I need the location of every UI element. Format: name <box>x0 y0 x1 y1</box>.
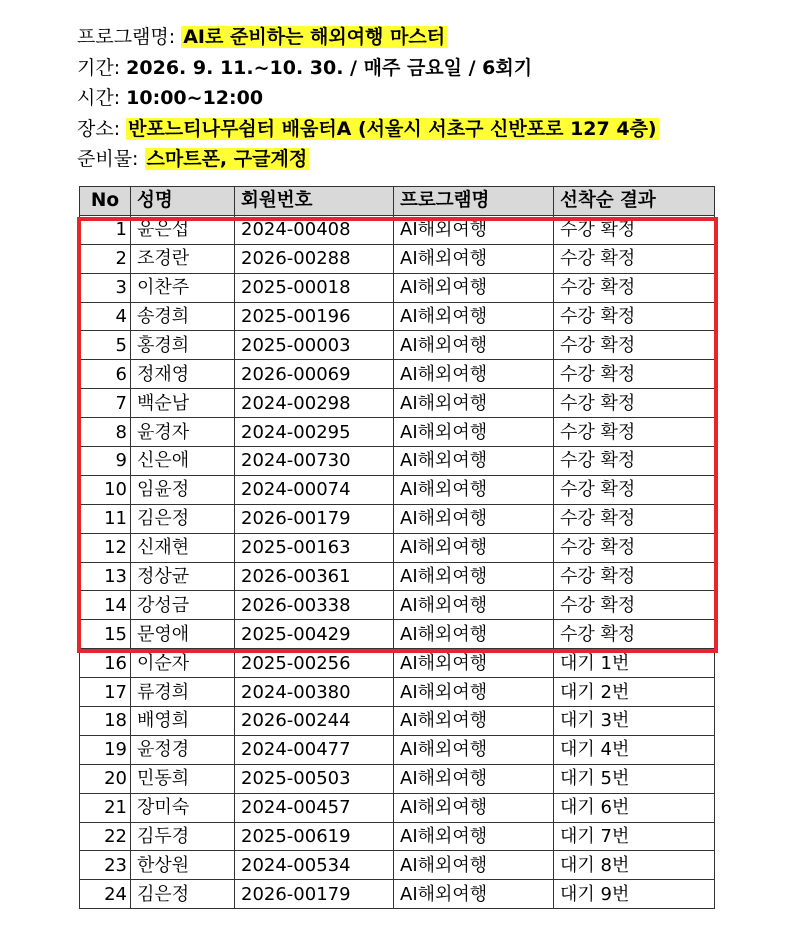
row-member-id: 2026-00288 <box>235 244 394 273</box>
table-row <box>80 504 715 533</box>
row-name: 홍경희 <box>131 331 235 360</box>
row-name: 이찬주 <box>131 273 235 302</box>
header-no: No <box>80 187 131 216</box>
table-row <box>80 360 715 389</box>
table-row <box>80 707 715 736</box>
table-row <box>80 851 715 880</box>
row-member-id: 2025-00503 <box>235 764 394 793</box>
row-member-id: 2026-00069 <box>235 360 394 389</box>
row-no: 24 <box>80 880 131 909</box>
row-result: 대기 5번 <box>554 764 715 793</box>
row-program: AI해외여행 <box>394 389 554 418</box>
row-no: 2 <box>80 244 131 273</box>
table-row <box>80 331 715 360</box>
row-name: 백순남 <box>131 389 235 418</box>
row-name: 김은정 <box>131 504 235 533</box>
table-row <box>80 447 715 476</box>
supplies-line <box>77 144 659 175</box>
header-result: 선착순 결과 <box>554 187 715 216</box>
table-row <box>80 591 715 620</box>
row-result: 수강 확정 <box>554 244 715 273</box>
row-member-id: 2024-00534 <box>235 851 394 880</box>
row-member-id: 2026-00244 <box>235 707 394 736</box>
period-line <box>77 53 659 84</box>
row-result: 대기 6번 <box>554 793 715 822</box>
table-row <box>80 822 715 851</box>
row-result: 수강 확정 <box>554 475 715 504</box>
place-label: 장소: <box>77 117 121 140</box>
time-value: 10:00~12:00 <box>126 87 264 109</box>
row-result: 대기 2번 <box>554 678 715 707</box>
program-info <box>77 22 659 175</box>
supplies-label: 준비물: <box>77 148 139 170</box>
table-row <box>80 533 715 562</box>
row-program: AI해외여행 <box>394 707 554 736</box>
row-program: AI해외여행 <box>394 331 554 360</box>
table-row <box>80 562 715 591</box>
row-program: AI해외여행 <box>394 418 554 447</box>
row-no: 15 <box>80 620 131 649</box>
time-label: 시간: <box>77 87 121 109</box>
row-name: 윤경자 <box>131 418 235 447</box>
row-member-id: 2024-00295 <box>235 418 394 447</box>
row-name: 한상원 <box>131 851 235 880</box>
supplies-value: 스마트폰, 구글계정 <box>146 148 308 170</box>
row-result: 수강 확정 <box>554 620 715 649</box>
table-row <box>80 793 715 822</box>
row-name: 윤은섭 <box>131 215 235 244</box>
row-no: 12 <box>80 533 131 562</box>
row-member-id: 2024-00380 <box>235 678 394 707</box>
row-result: 수강 확정 <box>554 533 715 562</box>
row-member-id: 2025-00018 <box>235 273 394 302</box>
row-program: AI해외여행 <box>394 244 554 273</box>
place-value: 반포느티나무쉼터 배움터A (서울시 서초구 신반포로 127 4층) <box>128 117 657 140</box>
table-row <box>80 273 715 302</box>
row-name: 민동희 <box>131 764 235 793</box>
row-result: 대기 4번 <box>554 735 715 764</box>
table-row <box>80 880 715 909</box>
row-no: 20 <box>80 764 131 793</box>
row-name: 배영희 <box>131 707 235 736</box>
row-name: 장미숙 <box>131 793 235 822</box>
program-name-value: AI로 준비하는 해외여행 마스터 <box>183 26 446 48</box>
row-program: AI해외여행 <box>394 273 554 302</box>
row-program: AI해외여행 <box>394 302 554 331</box>
row-name: 정재영 <box>131 360 235 389</box>
table-row <box>80 649 715 678</box>
row-member-id: 2025-00196 <box>235 302 394 331</box>
row-result: 대기 8번 <box>554 851 715 880</box>
row-member-id: 2026-00338 <box>235 591 394 620</box>
program-name-label: 프로그램명: <box>77 26 176 48</box>
table-row <box>80 244 715 273</box>
row-program: AI해외여행 <box>394 764 554 793</box>
row-member-id: 2025-00163 <box>235 533 394 562</box>
row-member-id: 2024-00457 <box>235 793 394 822</box>
row-program: AI해외여행 <box>394 620 554 649</box>
row-name: 김은정 <box>131 880 235 909</box>
row-program: AI해외여행 <box>394 851 554 880</box>
table-row <box>80 475 715 504</box>
row-name: 강성금 <box>131 591 235 620</box>
row-program: AI해외여행 <box>394 678 554 707</box>
row-program: AI해외여행 <box>394 735 554 764</box>
place-line <box>77 114 659 145</box>
row-result: 수강 확정 <box>554 215 715 244</box>
table-row <box>80 215 715 244</box>
row-member-id: 2026-00179 <box>235 880 394 909</box>
row-result: 수강 확정 <box>554 447 715 476</box>
row-member-id: 2025-00429 <box>235 620 394 649</box>
row-result: 수강 확정 <box>554 331 715 360</box>
row-name: 임윤정 <box>131 475 235 504</box>
row-member-id: 2026-00361 <box>235 562 394 591</box>
row-program: AI해외여행 <box>394 880 554 909</box>
row-program: AI해외여행 <box>394 360 554 389</box>
header-name: 성명 <box>131 187 235 216</box>
table-row <box>80 678 715 707</box>
row-result: 대기 3번 <box>554 707 715 736</box>
table-row <box>80 620 715 649</box>
row-name: 송경희 <box>131 302 235 331</box>
row-no: 9 <box>80 447 131 476</box>
row-member-id: 2024-00408 <box>235 215 394 244</box>
row-no: 8 <box>80 418 131 447</box>
row-no: 23 <box>80 851 131 880</box>
row-result: 대기 9번 <box>554 880 715 909</box>
row-no: 3 <box>80 273 131 302</box>
row-result: 수강 확정 <box>554 389 715 418</box>
row-program: AI해외여행 <box>394 793 554 822</box>
row-no: 19 <box>80 735 131 764</box>
row-name: 이순자 <box>131 649 235 678</box>
table-row <box>80 735 715 764</box>
table-row <box>80 418 715 447</box>
row-program: AI해외여행 <box>394 533 554 562</box>
row-member-id: 2026-00179 <box>235 504 394 533</box>
row-name: 조경란 <box>131 244 235 273</box>
row-no: 22 <box>80 822 131 851</box>
row-result: 대기 7번 <box>554 822 715 851</box>
row-program: AI해외여행 <box>394 504 554 533</box>
row-name: 문영애 <box>131 620 235 649</box>
row-result: 대기 1번 <box>554 649 715 678</box>
row-no: 6 <box>80 360 131 389</box>
row-no: 4 <box>80 302 131 331</box>
row-member-id: 2025-00619 <box>235 822 394 851</box>
row-program: AI해외여행 <box>394 562 554 591</box>
row-program: AI해외여행 <box>394 822 554 851</box>
row-no: 16 <box>80 649 131 678</box>
row-program: AI해외여행 <box>394 475 554 504</box>
row-name: 신은애 <box>131 447 235 476</box>
row-member-id: 2025-00003 <box>235 331 394 360</box>
table-row <box>80 764 715 793</box>
row-result: 수강 확정 <box>554 302 715 331</box>
row-name: 윤정경 <box>131 735 235 764</box>
table-row <box>80 302 715 331</box>
row-program: AI해외여행 <box>394 591 554 620</box>
table-header-row <box>80 187 715 216</box>
row-member-id: 2024-00730 <box>235 447 394 476</box>
row-member-id: 2024-00298 <box>235 389 394 418</box>
row-name: 정상균 <box>131 562 235 591</box>
row-no: 7 <box>80 389 131 418</box>
row-result: 수강 확정 <box>554 360 715 389</box>
row-no: 17 <box>80 678 131 707</box>
row-name: 김두경 <box>131 822 235 851</box>
row-no: 10 <box>80 475 131 504</box>
enrollment-table <box>79 186 715 909</box>
program-name-line <box>77 22 659 53</box>
row-result: 수강 확정 <box>554 591 715 620</box>
row-no: 18 <box>80 707 131 736</box>
period-value: 2026. 9. 11.~10. 30. / 매주 금요일 / 6회기 <box>126 56 533 79</box>
row-no: 13 <box>80 562 131 591</box>
row-no: 1 <box>80 215 131 244</box>
row-no: 21 <box>80 793 131 822</box>
row-no: 5 <box>80 331 131 360</box>
row-program: AI해외여행 <box>394 447 554 476</box>
row-result: 수강 확정 <box>554 273 715 302</box>
row-program: AI해외여행 <box>394 215 554 244</box>
row-result: 수강 확정 <box>554 562 715 591</box>
row-member-id: 2025-00256 <box>235 649 394 678</box>
row-member-id: 2024-00477 <box>235 735 394 764</box>
table-row <box>80 389 715 418</box>
row-name: 신재현 <box>131 533 235 562</box>
time-line <box>77 83 659 114</box>
period-label: 기간: <box>77 56 121 79</box>
row-no: 11 <box>80 504 131 533</box>
row-result: 수강 확정 <box>554 504 715 533</box>
header-member-id: 회원번호 <box>235 187 394 216</box>
row-program: AI해외여행 <box>394 649 554 678</box>
header-program: 프로그램명 <box>394 187 554 216</box>
row-member-id: 2024-00074 <box>235 475 394 504</box>
row-name: 류경희 <box>131 678 235 707</box>
row-result: 수강 확정 <box>554 418 715 447</box>
row-no: 14 <box>80 591 131 620</box>
